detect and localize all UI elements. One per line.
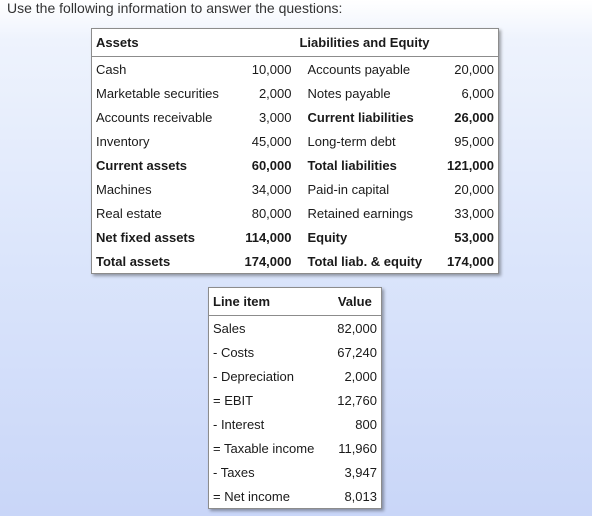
assets-header: Assets <box>92 29 296 57</box>
value-header: Value <box>329 288 382 316</box>
liability-label: Notes payable <box>307 85 391 101</box>
liability-value: 121,000 <box>447 157 494 173</box>
line-item-value: 82,000 <box>337 320 377 336</box>
line-item-label: = Net income <box>213 488 290 504</box>
asset-label: Real estate <box>96 205 162 221</box>
line-item-value: 8,013 <box>344 488 377 504</box>
liability-value: 6,000 <box>461 85 494 101</box>
line-item-value: 67,240 <box>337 344 377 360</box>
liability-label: Current liabilities <box>307 109 414 125</box>
balance-sheet-row <box>92 153 499 177</box>
line-item-value: 11,960 <box>338 440 377 456</box>
column-gap <box>295 201 303 225</box>
liability-label: Accounts payable <box>307 61 411 77</box>
line-item-label: - Taxes <box>213 464 255 480</box>
balance-sheet-row <box>92 129 499 153</box>
column-gap <box>295 153 303 177</box>
asset-label: Net fixed assets <box>96 229 195 245</box>
asset-value: 60,000 <box>251 157 292 173</box>
line-item-value: 800 <box>355 416 377 432</box>
asset-value: 3,000 <box>258 109 292 125</box>
income-statement-row <box>209 436 382 460</box>
income-statement-row <box>209 316 382 341</box>
income-statement-header-row <box>209 288 382 316</box>
column-gap <box>295 177 303 201</box>
balance-sheet-row <box>92 225 499 249</box>
line-item-label: Sales <box>213 320 246 336</box>
balance-sheet-row <box>92 57 499 82</box>
income-statement-row <box>209 484 382 509</box>
income-statement-row <box>209 388 382 412</box>
income-statement-body <box>209 316 382 509</box>
income-statement-row <box>209 364 382 388</box>
balance-sheet-row <box>92 177 499 201</box>
asset-label: Total assets <box>96 253 171 269</box>
liability-value: 95,000 <box>454 133 494 149</box>
asset-value: 174,000 <box>244 253 292 269</box>
column-gap <box>295 105 303 129</box>
income-statement-row <box>209 340 382 364</box>
liability-label: Long-term debt <box>307 133 396 149</box>
column-gap <box>295 225 303 249</box>
liability-label: Paid-in capital <box>307 181 390 197</box>
column-gap <box>295 57 303 82</box>
liability-value: 26,000 <box>454 109 494 125</box>
income-statement-row <box>209 460 382 484</box>
line-item-value: 12,760 <box>337 392 377 408</box>
asset-value: 114,000 <box>245 229 292 245</box>
income-statement-table <box>208 287 382 509</box>
asset-label: Current assets <box>96 157 188 173</box>
balance-sheet-row <box>92 249 499 274</box>
line-item-value: 2,000 <box>344 368 377 384</box>
liability-value: 20,000 <box>454 181 494 197</box>
balance-sheet-row <box>92 105 499 129</box>
asset-label: Marketable securities <box>96 85 219 101</box>
line-item-label: - Costs <box>213 344 255 360</box>
balance-sheet-row <box>92 81 499 105</box>
asset-value: 10,000 <box>251 61 292 77</box>
asset-label: Inventory <box>96 133 150 149</box>
balance-sheet-row <box>92 201 499 225</box>
liability-value: 20,000 <box>454 61 494 77</box>
column-gap <box>295 249 303 274</box>
asset-label: Cash <box>96 61 127 77</box>
liability-label: Retained earnings <box>307 205 414 221</box>
column-gap <box>295 81 303 105</box>
liabilities-equity-header: Liabilities and Equity <box>295 29 498 57</box>
line-item-label: = EBIT <box>213 392 254 408</box>
line-item-label: = Taxable income <box>213 440 315 456</box>
balance-sheet-header-row <box>92 29 499 57</box>
line-item-label: - Depreciation <box>213 368 294 384</box>
instruction-text: Use the following information to answer the questions: <box>7 0 343 16</box>
liability-label: Total liab. & equity <box>307 253 423 269</box>
asset-value: 2,000 <box>258 85 292 101</box>
liability-value: 33,000 <box>454 205 494 221</box>
balance-sheet-body <box>92 57 499 274</box>
asset-label: Accounts receivable <box>96 109 213 125</box>
asset-value: 34,000 <box>251 181 292 197</box>
liability-value: 53,000 <box>454 229 494 245</box>
income-statement-row <box>209 412 382 436</box>
line-item-value: 3,947 <box>344 464 377 480</box>
asset-value: 45,000 <box>251 133 292 149</box>
asset-value: 80,000 <box>251 205 292 221</box>
liability-label: Equity <box>307 229 348 245</box>
line-item-label: - Interest <box>213 416 265 432</box>
balance-sheet-table <box>91 28 499 274</box>
line-item-header: Line item <box>209 288 329 316</box>
asset-label: Machines <box>96 181 152 197</box>
column-gap <box>295 129 303 153</box>
liability-label: Total liabilities <box>307 157 397 173</box>
liability-value: 174,000 <box>447 253 494 269</box>
